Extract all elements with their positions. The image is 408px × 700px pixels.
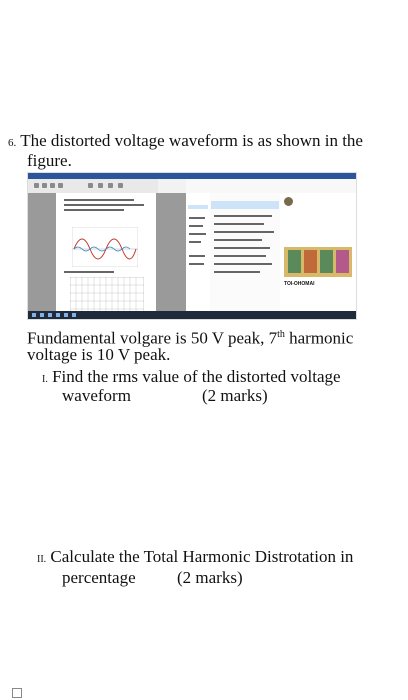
institution-logo: TOI-OHOMAI (284, 281, 315, 287)
question-text-line2: figure. (27, 151, 72, 170)
question-line-1 (8, 131, 363, 153)
part1-marks: (2 marks) (202, 386, 268, 405)
part2-numeral: II. (37, 554, 47, 565)
outlook-folder-pane (186, 193, 211, 311)
question-number: 6. (8, 137, 17, 149)
sender-avatar (284, 197, 293, 206)
part2-marks: (2 marks) (177, 568, 243, 587)
outlook-ribbon (186, 179, 356, 193)
part1-line-2: waveform (62, 386, 131, 405)
part1-numeral: I. (42, 374, 48, 385)
given-line-1: Fundamental volgare is 50 V peak, 7th harmonic (27, 328, 354, 348)
part2-line-2: percentage (62, 568, 136, 587)
email-banner-image (284, 247, 352, 277)
given-line-2: voltage is 10 V peak. (27, 345, 171, 364)
corner-checkbox[interactable] (12, 688, 22, 698)
question-text-line1: The distorted voltage waveform is as shown in the (20, 131, 363, 150)
windows-taskbar (28, 311, 356, 319)
part1-line-1: I. Find the rms value of the distorted voltage (42, 367, 341, 386)
document-page (56, 193, 156, 319)
figure-screenshot (27, 172, 357, 320)
word-ribbon (28, 179, 158, 193)
waveform-graph (72, 227, 138, 267)
part2-line-1: II. Calculate the Total Harmonic Distrotation in (37, 547, 354, 566)
outlook-message-list (210, 193, 281, 311)
